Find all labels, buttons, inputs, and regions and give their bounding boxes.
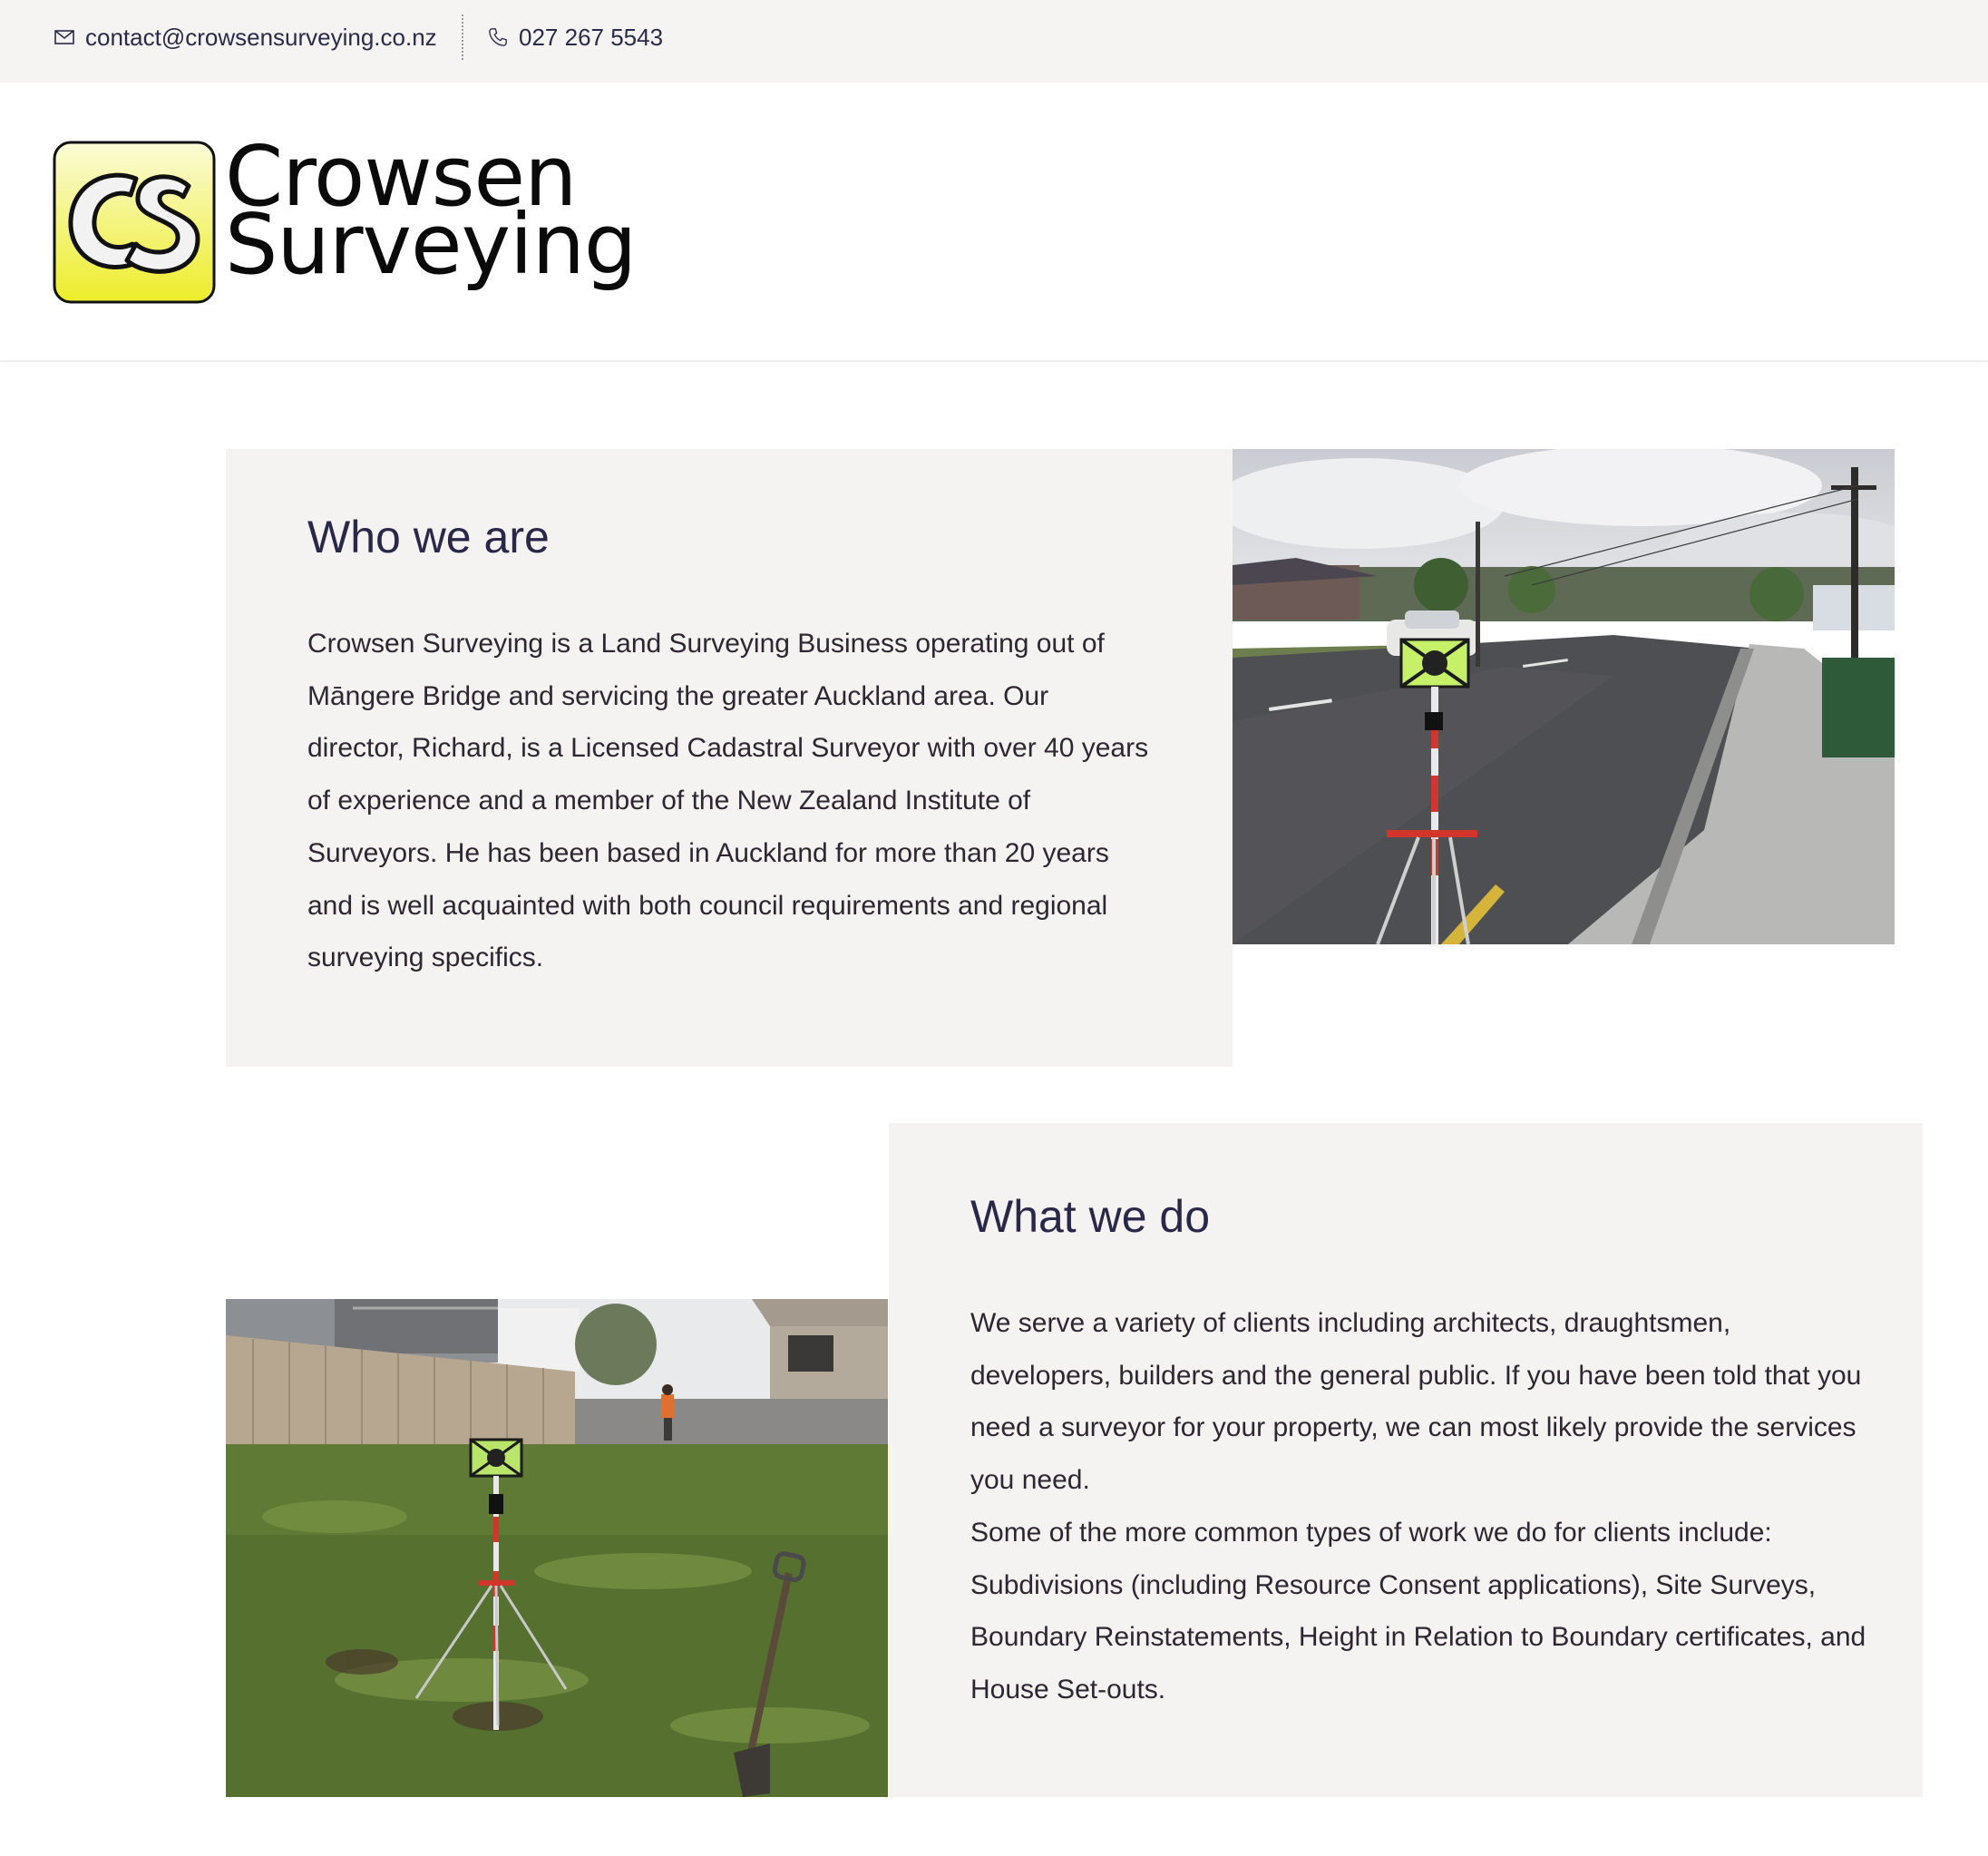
phone-text: 027 267 5543 xyxy=(519,23,664,51)
who-we-are-text: Crowsen Surveying is a Land Surveying Business operating out of Māngere Bridge and servicing the greater Auckland area. Our director, Richard, is a Licensed Cadastral Surveyor with over 40 years of experience and a member of the New Zealand Institute of Surveyors. He has been based in Auckland for more than 20 years and is well acquainted with both council requirements and regional surveying specifics. xyxy=(307,629,1149,973)
yard-survey-photo xyxy=(226,1299,888,1797)
street-survey-photo xyxy=(1233,449,1895,944)
what-we-do-heading: What we do xyxy=(970,1191,1211,1242)
top-contact-bar xyxy=(0,0,1988,83)
what-we-do-paragraph-2: Some of the more common types of work we do for clients include: Subdivisions (including Resource Consent applications), Site Surveys, Boundary Reinstatements, Height in Relation to Boundary certificates, and House Set-outs. xyxy=(970,1517,1866,1705)
who-we-are-heading: Who we are xyxy=(307,512,550,562)
cs-emblem-logo xyxy=(53,141,216,304)
site-header xyxy=(0,83,1988,362)
logo-line-crowsen: Crowsen xyxy=(225,128,577,225)
email-text: contact@crowsensurveying.co.nz xyxy=(85,23,437,51)
what-we-do-text xyxy=(970,1297,1868,1716)
envelope-icon xyxy=(54,30,74,44)
site-logo[interactable] xyxy=(53,128,637,304)
contact-divider xyxy=(462,15,463,60)
logo-line-surveying: Surveying xyxy=(225,196,637,294)
what-we-do-paragraph-1: We serve a variety of clients including architects, draughtsmen, developers, builders and the general public. If you have been told that you need a surveyor for your property, we can most likely provide the services you need. xyxy=(970,1308,1862,1496)
what-we-do-section xyxy=(889,1123,1923,1797)
phone-icon xyxy=(488,27,508,47)
email-link[interactable] xyxy=(54,0,437,74)
who-we-are-section xyxy=(226,449,1233,1067)
logo-wordmark xyxy=(225,128,637,294)
phone-link[interactable] xyxy=(488,0,663,74)
